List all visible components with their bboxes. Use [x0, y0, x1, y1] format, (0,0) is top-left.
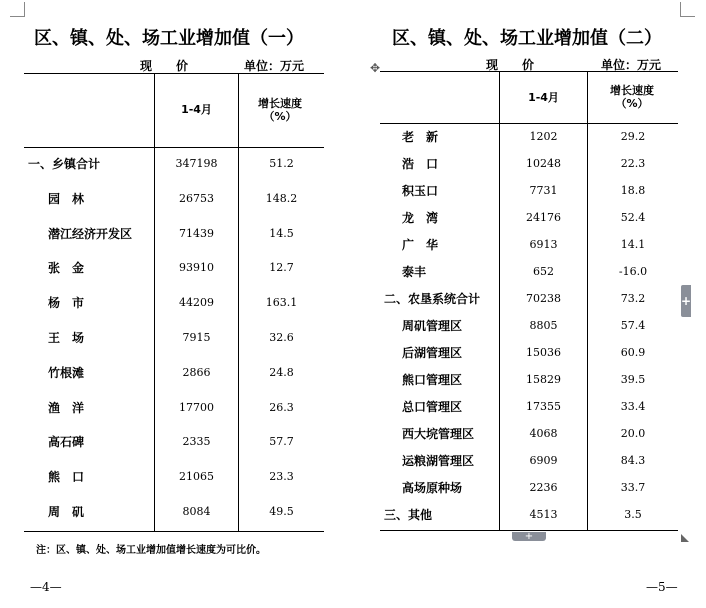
table-row — [0, 127, 706, 147]
row-value: 7915 — [182, 331, 211, 344]
row-value: 70238 — [526, 292, 561, 305]
row-name: 张 金 — [48, 261, 85, 276]
right-price-label: 现 价 — [486, 58, 535, 72]
row-value: 4068 — [529, 427, 558, 440]
table-row — [0, 451, 706, 471]
row-growth: 57.7 — [269, 435, 294, 449]
table-row — [0, 154, 706, 174]
row-growth: -16.0 — [618, 265, 648, 278]
row-name: 老 新 — [402, 130, 439, 144]
row-growth: 148.2 — [265, 191, 298, 205]
row-growth: 22.3 — [620, 157, 646, 170]
left-page-number: —4— — [30, 580, 62, 594]
table-row — [0, 478, 706, 498]
row-value: 8805 — [529, 319, 558, 332]
row-value: 71439 — [179, 226, 214, 240]
row-growth: 49.5 — [269, 505, 294, 518]
row-name: 熊 口 — [48, 470, 85, 485]
row-growth: 73.2 — [620, 292, 646, 305]
row-name: 园 林 — [48, 191, 85, 206]
left-price-label: 现 价 — [140, 59, 189, 73]
table-row — [0, 505, 706, 525]
row-name: 潜江经济开发区 — [48, 226, 133, 241]
row-value: 652 — [533, 265, 554, 278]
left-col-header-period: 1-4月 — [181, 103, 212, 116]
row-name: 浩 口 — [402, 157, 439, 171]
row-growth: 20.0 — [620, 427, 646, 440]
row-name: 运粮湖管理区 — [402, 454, 475, 468]
left-col-header-growth: 增长速度（%） — [258, 97, 302, 123]
row-value: 10248 — [526, 157, 561, 170]
right-col-header-period: 1-4月 — [528, 91, 559, 104]
row-name: 渔 洋 — [48, 400, 85, 415]
right-header-bottom-rule — [380, 123, 678, 124]
row-growth: 29.2 — [620, 130, 646, 143]
right-table-top-rule — [380, 71, 678, 72]
row-growth: 23.3 — [269, 470, 294, 484]
table-row — [0, 262, 706, 282]
row-growth: 18.8 — [620, 184, 646, 197]
left-footnote: 注：区、镇、处、场工业增加值增长速度为可比价。 — [36, 545, 266, 556]
row-value: 1202 — [529, 130, 558, 143]
left-unit-label: 单位：万元 — [244, 59, 305, 73]
left-table-top-rule — [24, 73, 324, 74]
row-value: 2335 — [182, 435, 211, 449]
row-growth: 3.5 — [624, 508, 642, 521]
row-value: 6909 — [529, 454, 558, 467]
table-row — [0, 181, 706, 201]
row-value: 15829 — [526, 373, 561, 386]
row-value: 17700 — [179, 400, 214, 414]
row-value: 347198 — [175, 157, 218, 170]
row-name: 泰丰 — [402, 265, 427, 279]
row-growth: 51.2 — [269, 157, 294, 170]
row-name: 熊口管理区 — [402, 373, 463, 387]
row-growth: 52.4 — [620, 211, 646, 224]
row-name: 高石碑 — [48, 435, 85, 450]
row-value: 7731 — [529, 184, 558, 197]
row-name: 王 场 — [48, 331, 85, 345]
row-growth: 39.5 — [620, 373, 646, 386]
page-corner-mark-top-left — [10, 2, 25, 17]
bottom-expand-tab[interactable]: + — [512, 532, 546, 541]
row-name: 周矶管理区 — [402, 319, 463, 333]
row-name: 西大垸管理区 — [402, 427, 475, 441]
right-unit-label: 单位：万元 — [601, 58, 662, 72]
row-name: 一、乡镇合计 — [28, 157, 101, 171]
row-value: 26753 — [179, 191, 214, 205]
row-growth: 57.4 — [620, 319, 646, 332]
row-growth: 26.3 — [269, 400, 294, 414]
side-expand-tab[interactable]: + — [681, 285, 691, 317]
row-growth: 84.3 — [620, 454, 646, 467]
row-growth: 14.1 — [620, 238, 646, 251]
row-name: 三、其他 — [384, 508, 433, 522]
table-row — [0, 316, 706, 336]
row-value: 8084 — [182, 505, 211, 518]
page-corner-mark-top-right — [680, 2, 695, 17]
left-header-bottom-rule — [24, 147, 324, 148]
row-name: 高场原种场 — [402, 481, 463, 495]
row-name: 后湖管理区 — [402, 346, 463, 360]
row-value: 2866 — [182, 365, 211, 379]
row-growth: 33.7 — [620, 481, 646, 494]
row-value: 2236 — [529, 481, 558, 494]
row-growth: 33.4 — [620, 400, 646, 413]
right-table-title: 区、镇、处、场工业增加值（二） — [392, 28, 662, 49]
row-value: 17355 — [526, 400, 561, 413]
row-value: 44209 — [179, 296, 214, 310]
row-value: 6913 — [529, 238, 558, 251]
row-growth: 163.1 — [265, 296, 298, 310]
row-name: 竹根滩 — [48, 365, 85, 380]
row-name: 总口管理区 — [402, 400, 463, 414]
table-row — [0, 235, 706, 255]
table-row — [0, 208, 706, 228]
row-value: 24176 — [526, 211, 561, 224]
row-growth: 14.5 — [269, 226, 294, 240]
row-growth: 12.7 — [269, 261, 294, 275]
row-name: 周 矶 — [48, 505, 85, 519]
row-name: 二、农垦系统合计 — [384, 292, 481, 306]
row-value: 15036 — [526, 346, 561, 359]
row-name: 广 华 — [402, 238, 439, 252]
left-table-title: 区、镇、处、场工业增加值（一） — [34, 28, 304, 49]
table-resize-handle-icon[interactable] — [681, 534, 689, 542]
row-name: 龙 湾 — [402, 211, 439, 225]
row-name: 积玉口 — [402, 184, 439, 198]
row-growth: 60.9 — [620, 346, 646, 359]
row-growth: 32.6 — [269, 331, 294, 344]
table-row — [0, 397, 706, 417]
row-name: 杨 市 — [48, 296, 85, 311]
row-value: 4513 — [529, 508, 558, 521]
row-value: 93910 — [179, 261, 214, 275]
left-table-bottom-rule — [24, 531, 324, 532]
table-row — [0, 370, 706, 390]
row-value: 21065 — [179, 470, 214, 484]
four-way-move-icon[interactable]: ✥ — [370, 61, 381, 75]
table-row — [0, 424, 706, 444]
right-col-header-growth: 增长速度（%） — [610, 84, 654, 110]
table-row — [0, 343, 706, 363]
right-page-number: —5— — [646, 580, 678, 594]
table-row — [0, 289, 706, 309]
row-growth: 24.8 — [269, 365, 294, 379]
